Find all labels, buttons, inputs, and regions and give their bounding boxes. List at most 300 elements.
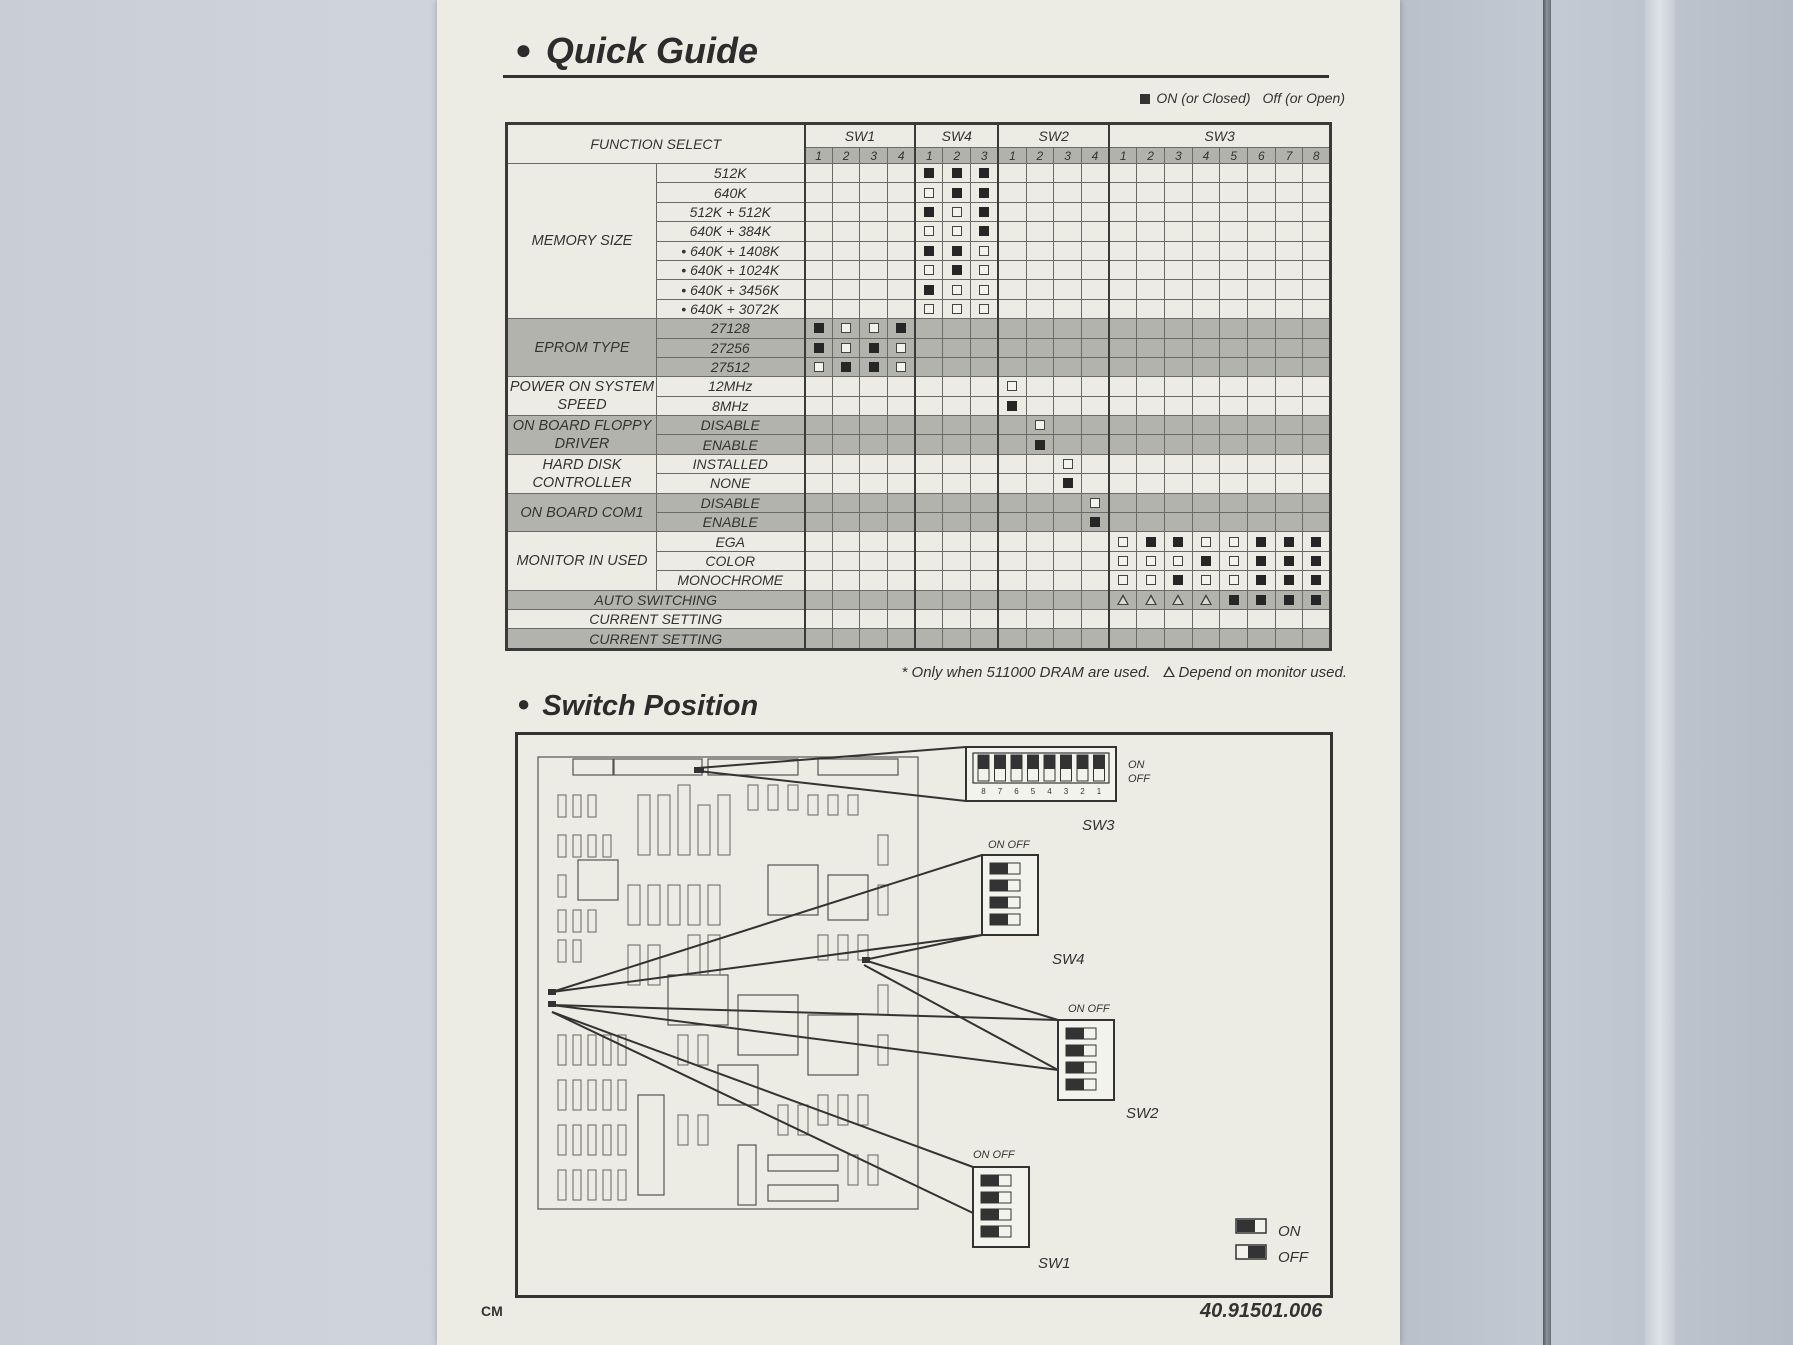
switch-cell [1192,280,1220,299]
dip-key-knob [1066,1028,1084,1039]
switch-on-mark [924,168,934,178]
triangle-icon [1163,666,1175,677]
switch-cell [1220,590,1248,609]
board-component [858,1095,868,1125]
switch-cell [860,319,888,338]
switch-cell [1054,609,1082,628]
switch-cell [915,551,943,570]
switch-cell [1248,183,1276,202]
switch-cell [1109,416,1137,435]
dip-key-knob [981,1192,999,1203]
switch-cell [1248,280,1276,299]
board-component [558,875,566,897]
switch-cell [1248,609,1276,628]
switch-cell [915,202,943,221]
switch-cell [1303,222,1331,241]
switch-cell [1137,629,1165,649]
switch-off-mark [1118,556,1128,566]
switch-cell [1303,377,1331,396]
switch-position-diagram [515,732,1333,1298]
dip-key-knob [978,755,989,769]
switch-cell [943,338,971,357]
switch-cell [888,416,916,435]
dip-key-number: 2 [1080,787,1085,796]
switch-cell [971,396,999,415]
switch-cell [1054,396,1082,415]
switch-cell [1275,551,1303,570]
board-component [848,795,858,815]
switch-on-mark [1284,595,1294,605]
switch-cell [1303,609,1331,628]
switch-cell [1275,280,1303,299]
switch-on-mark [924,285,934,295]
switch-cell [888,202,916,221]
switch-cell [1054,454,1082,473]
switch-off-mark [1201,575,1211,585]
switch-cell [1137,202,1165,221]
switch-cell [1026,377,1054,396]
switch-cell [971,454,999,473]
switch-cell [1275,183,1303,202]
board-component [573,795,581,817]
switch-cell [805,551,833,570]
switch-cell [1054,280,1082,299]
switch-cell [1220,629,1248,649]
board-component [878,885,888,915]
switch-cell [888,551,916,570]
switch-cell [915,260,943,279]
switch-cell [1026,183,1054,202]
switch-cell [1109,435,1137,454]
switch-cell [998,493,1026,512]
switch-cell [1164,416,1192,435]
switch-on-mark [1256,575,1266,585]
dip-key-number: 1 [1096,787,1102,796]
switch-cell [860,629,888,649]
switch-off-mark [1201,537,1211,547]
switch-position-number: 4 [1081,148,1109,164]
switch-position-heading [517,690,758,723]
switch-cell [888,164,916,183]
switch-cell [1275,396,1303,415]
function-category: ON BOARD FLOPPY DRIVER [507,416,657,455]
switch-cell [1026,609,1054,628]
switch-cell [1109,571,1137,590]
switch-cell [860,571,888,590]
switch-cell [1054,435,1082,454]
switch-position-title: Switch Position [542,690,759,722]
switch-cell [943,493,971,512]
switch-cell [1081,454,1109,473]
switch-cell [1137,183,1165,202]
switch-cell [1192,183,1220,202]
switch-cell [805,571,833,590]
switch-cell [1109,377,1137,396]
switch-cell [1192,435,1220,454]
switch-cell [1192,222,1220,241]
switch-cell [998,241,1026,260]
switch-cell [832,513,860,532]
board-component [588,835,596,857]
quick-guide-sheet [437,0,1400,1345]
switch-cell [943,629,971,649]
switch-cell [832,183,860,202]
board-component [878,1035,888,1065]
switch-cell [998,454,1026,473]
function-option: 12MHz [657,377,805,396]
switch-cell [1220,319,1248,338]
switch-position-number: 7 [1275,148,1303,164]
legend-on-text: ON [1278,1223,1301,1240]
switch-cell [1164,299,1192,318]
switch-cell [998,513,1026,532]
dip-key-number: 5 [1030,787,1036,796]
board-component [698,1035,708,1065]
switch-cell [888,338,916,357]
board-component [588,1035,596,1065]
switch-cell [1081,202,1109,221]
board-component [618,1125,626,1155]
board-component [878,835,888,865]
switch-cell [832,435,860,454]
switch-cell [1303,183,1331,202]
switch-cell [1164,513,1192,532]
switch-position-number: 5 [1220,148,1248,164]
board-component [658,795,670,855]
switch-position-number: 2 [943,148,971,164]
switch-on-mark [896,323,906,333]
switch-cell [998,260,1026,279]
switch-cell [1137,474,1165,493]
switch-cell [1081,571,1109,590]
switch-cell [1026,202,1054,221]
switch-on-mark [1284,556,1294,566]
switch-cell [1164,493,1192,512]
switch-cell [1303,551,1331,570]
switch-cell [1109,183,1137,202]
switch-cell [998,629,1026,649]
switch-cell [860,416,888,435]
switch-cell [805,202,833,221]
switch-cell [888,280,916,299]
switch-on-mark [1035,440,1045,450]
board-component [588,1170,596,1200]
switch-cell [1220,609,1248,628]
sw4-onoff-label: ON OFF [988,839,1030,851]
switch-cell [832,319,860,338]
switch-cell [1192,513,1220,532]
switch-cell [1220,299,1248,318]
switch-cell [1109,222,1137,241]
full-row-label: CURRENT SETTING [507,629,805,649]
switch-on-mark [1173,575,1183,585]
switch-cell [860,338,888,357]
board-component [878,985,888,1015]
switch-cell [1081,590,1109,609]
board-component [558,835,566,857]
switch-cell [1137,609,1165,628]
switch-cell [998,396,1026,415]
switch-cell [943,416,971,435]
switch-cell [1026,532,1054,551]
switch-off-mark [952,285,962,295]
switch-cell [1081,435,1109,454]
switch-cell [1026,299,1054,318]
switch-off-mark [1118,537,1128,547]
switch-position-number: 3 [860,148,888,164]
switch-cell [832,532,860,551]
switch-cell [1192,609,1220,628]
switch-off-mark [1173,556,1183,566]
function-category: MEMORY SIZE [507,164,657,319]
board-component [648,885,660,925]
switch-cell [1109,551,1137,570]
switch-cell [1192,202,1220,221]
function-option: ENABLE [657,513,805,532]
switch-cell [1220,454,1248,473]
switch-cell [971,609,999,628]
switch-cell [1054,202,1082,221]
switch-cell [1054,629,1082,649]
switch-cell [1054,532,1082,551]
switch-cell [888,357,916,376]
switch-cell [1026,260,1054,279]
switch-cell [1026,454,1054,473]
switch-cell [1081,183,1109,202]
board-component [573,1080,581,1110]
switch-cell [1248,319,1276,338]
switch-cell [915,474,943,493]
switch-cell [1164,454,1192,473]
sw1-onoff-label: ON OFF [973,1149,1015,1161]
switch-cell [1220,222,1248,241]
switch-cell [1026,571,1054,590]
switch-cell [805,396,833,415]
switch-cell [1026,435,1054,454]
sw2-onoff-label: ON OFF [1068,1003,1110,1015]
switch-cell [1192,241,1220,260]
switch-cell [1137,435,1165,454]
switch-cell [1109,493,1137,512]
switch-cell [1137,222,1165,241]
function-category: ON BOARD COM1 [507,493,657,532]
switch-cell [832,222,860,241]
sw4-switch-block [982,855,1038,935]
dip-key-number: 6 [1014,787,1019,796]
switch-cell [971,590,999,609]
switch-cell [1137,319,1165,338]
switch-on-mark [924,207,934,217]
switch-cell [1081,280,1109,299]
switch-cell [1164,474,1192,493]
switch-cell [915,513,943,532]
board-component [588,910,596,932]
board-component [688,885,700,925]
switch-cell [1248,164,1276,183]
switch-cell [1081,474,1109,493]
board-component [698,1115,708,1145]
switch-cell [860,299,888,318]
switch-cell [1081,609,1109,628]
switch-cell [1275,513,1303,532]
switch-on-mark [952,188,962,198]
switch-cell [1303,474,1331,493]
switch-cell [1054,551,1082,570]
switch-cell [805,493,833,512]
switch-cell [1303,319,1331,338]
switch-cell [1192,164,1220,183]
switch-cell [1081,416,1109,435]
switch-cell [805,590,833,609]
switch-cell [1026,416,1054,435]
switch-cell [888,590,916,609]
switch-cell [1164,357,1192,376]
on-square-icon [1140,94,1150,104]
switch-cell [1137,164,1165,183]
switch-cell [1192,590,1220,609]
switch-cell [805,280,833,299]
switch-cell [1137,260,1165,279]
switch-off-mark [1063,459,1073,469]
switch-position-number: 3 [1054,148,1082,164]
switch-cell [1248,474,1276,493]
switch-on-mark [1311,575,1321,585]
dip-key-number: 3 [1063,787,1069,796]
switch-cell [1248,551,1276,570]
switch-cell [971,183,999,202]
switch-off-mark [1146,556,1156,566]
switch-cell [860,377,888,396]
switch-cell [943,202,971,221]
switch-cell [1137,532,1165,551]
switch-off-mark [896,343,906,353]
switch-cell [943,551,971,570]
switch-cell [1164,338,1192,357]
switch-group-header: SW4 [915,124,998,148]
switch-cell [1081,493,1109,512]
switch-cell [805,183,833,202]
switch-on-mark [952,265,962,275]
switch-cell [1275,164,1303,183]
switch-cell [943,454,971,473]
switch-cell [971,280,999,299]
switch-cell [971,164,999,183]
switch-cell [1220,571,1248,590]
switch-cell [971,299,999,318]
board-component [573,835,581,857]
function-option: 640K + 384K [657,222,805,241]
switch-cell [832,338,860,357]
switch-cell [971,319,999,338]
switch-cell [1192,629,1220,649]
background-wall [1400,0,1793,1345]
switch-cell [998,319,1026,338]
switch-off-mark [924,226,934,236]
switch-cell [1109,338,1137,357]
switch-cell [915,629,943,649]
switch-cell [1109,474,1137,493]
switch-cell [1164,280,1192,299]
switch-cell [971,202,999,221]
switch-cell [998,474,1026,493]
switch-cell [1054,299,1082,318]
switch-group-header: SW3 [1109,124,1331,148]
switch-cell [888,299,916,318]
switch-cell [1081,532,1109,551]
switch-position-number: 2 [1026,148,1054,164]
switch-position-number: 4 [1192,148,1220,164]
board-component [868,1155,878,1185]
switch-cell [1220,513,1248,532]
function-option: INSTALLED [657,454,805,473]
switch-on-mark [1229,595,1239,605]
switch-cell [1248,416,1276,435]
switch-cell [805,629,833,649]
dip-key-knob [1061,755,1072,769]
on-off-legend [1236,1219,1266,1259]
switch-cell [943,241,971,260]
switch-on-mark [979,226,989,236]
switch-off-mark [924,265,934,275]
switch-cell [805,377,833,396]
board-component [588,795,596,817]
switch-off-mark [1090,498,1100,508]
board-component [788,785,798,810]
switch-cell [971,416,999,435]
switch-cell [1248,222,1276,241]
switch-cell [860,202,888,221]
switch-cell [1275,435,1303,454]
switch-cell [1109,454,1137,473]
board-component [708,885,720,925]
switch-cell [1081,377,1109,396]
switch-cell [1275,532,1303,551]
function-option: 27512 [657,357,805,376]
switch-cell [971,493,999,512]
switch-cell [1248,377,1276,396]
switch-cell [971,222,999,241]
switch-cell [1137,551,1165,570]
switch-cell [860,513,888,532]
switch-cell [805,513,833,532]
switch-cell [1164,629,1192,649]
sw3-off-label: OFF [1128,773,1150,785]
dip-key-number: 7 [997,787,1003,796]
switch-cell [860,435,888,454]
switch-cell [860,474,888,493]
switch-cell [1109,319,1137,338]
switch-cell [1303,280,1331,299]
switch-cell [943,260,971,279]
switch-cell [832,241,860,260]
switch-cell [888,493,916,512]
switch-cell [1220,377,1248,396]
switch-cell [1220,474,1248,493]
switch-cell [1164,590,1192,609]
switch-cell [1275,260,1303,279]
switch-cell [860,164,888,183]
switch-cell [998,338,1026,357]
switch-cell [1164,532,1192,551]
bullet-icon: ● [515,34,532,65]
board-component [638,795,650,855]
switch-cell [888,454,916,473]
switch-cell [832,202,860,221]
board-component [688,935,700,975]
switch-cell [832,629,860,649]
board-component [768,785,778,810]
switch-cell [1220,260,1248,279]
